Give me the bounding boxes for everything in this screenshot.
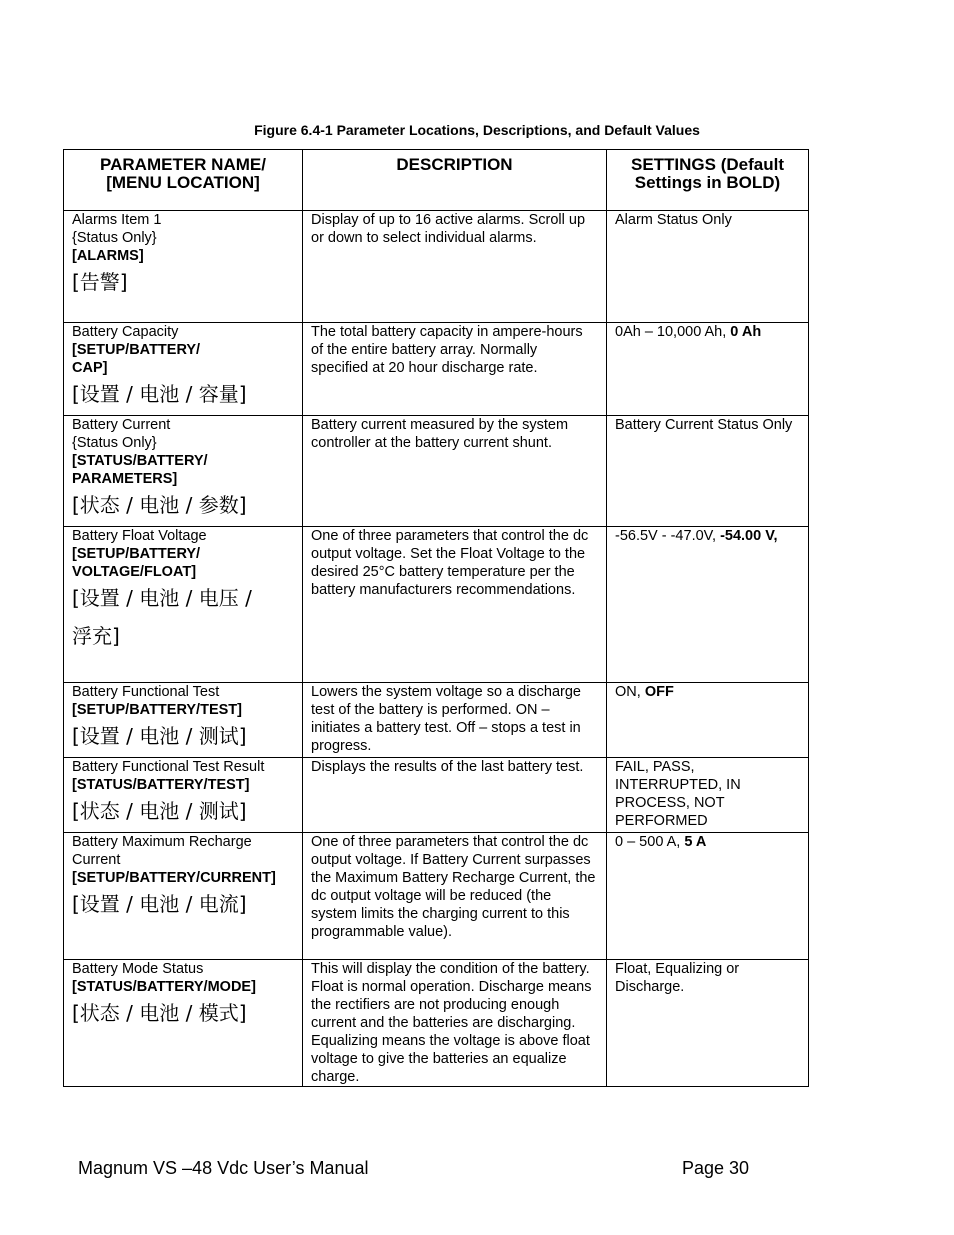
parameter-name: Battery Mode Status bbox=[72, 961, 204, 977]
menu-location-continued: VOLTAGE/FLOAT] bbox=[72, 564, 197, 580]
parameter-name: Battery Functional Test bbox=[72, 684, 220, 700]
settings-cell bbox=[607, 416, 809, 527]
description-cell: One of three parameters that control the dc output voltage. Set the Float Voltage to the desired 25°C battery temperature per the battery manufacturers recommendations. bbox=[303, 527, 607, 683]
parameter-name: Battery Functional Test Result bbox=[72, 759, 265, 775]
table-row bbox=[64, 416, 809, 527]
settings-cell bbox=[607, 758, 809, 833]
setting-values: -56.5V - -47.0V, bbox=[615, 528, 721, 544]
table-row bbox=[64, 960, 809, 1087]
setting-values: Battery Current Status Only bbox=[615, 417, 793, 433]
settings-cell bbox=[607, 323, 809, 416]
header-settings: SETTINGS (Default Settings in BOLD) bbox=[607, 150, 809, 211]
menu-location-chinese-continued: 浮充] bbox=[72, 624, 120, 648]
default-setting: OFF bbox=[644, 684, 674, 700]
menu-location: [SETUP/BATTERY/ bbox=[72, 546, 201, 562]
settings-cell bbox=[607, 960, 809, 1087]
description-cell: The total battery capacity in ampere-hours of the entire battery array. Normally specified at 20 hour discharge rate. bbox=[303, 323, 607, 416]
setting-values: Alarm Status Only bbox=[615, 212, 732, 228]
header-description: DESCRIPTION bbox=[303, 150, 607, 211]
description-cell: Display of up to 16 active alarms. Scroll up or down to select individual alarms. bbox=[303, 211, 607, 323]
menu-location-continued: PARAMETERS] bbox=[72, 471, 178, 487]
setting-values: Float, Equalizing or Discharge. bbox=[615, 961, 740, 995]
settings-cell bbox=[607, 683, 809, 758]
status-only-note: {Status Only} bbox=[72, 435, 157, 451]
setting-values: ON, bbox=[615, 684, 645, 700]
parameter-cell bbox=[64, 527, 303, 683]
parameter-name: Alarms Item 1 bbox=[72, 212, 162, 228]
menu-location-chinese: [设置 / 电池 / 容量] bbox=[72, 382, 247, 406]
menu-location: [STATUS/BATTERY/ bbox=[72, 453, 208, 469]
menu-location-chinese: [设置 / 电池 / 电压 / bbox=[72, 586, 252, 610]
parameter-cell bbox=[64, 758, 303, 833]
default-setting: -54.00 V, bbox=[720, 528, 778, 544]
table-row bbox=[64, 833, 809, 960]
table-row bbox=[64, 323, 809, 416]
menu-location-chinese: [状态 / 电池 / 参数] bbox=[72, 493, 247, 517]
settings-cell bbox=[607, 527, 809, 683]
default-setting: 0 Ah bbox=[730, 324, 762, 340]
figure-caption: Figure 6.4-1 Parameter Locations, Descriptions, and Default Values bbox=[254, 122, 700, 138]
default-setting: 5 A bbox=[684, 834, 707, 850]
table-row bbox=[64, 758, 809, 833]
setting-values: 0Ah – 10,000 Ah, bbox=[615, 324, 731, 340]
footer-page-number: Page 30 bbox=[682, 1158, 750, 1178]
menu-location-chinese: [设置 / 电池 / 测试] bbox=[72, 724, 247, 748]
description-cell: This will display the condition of the battery. Float is normal operation. Discharge means the rectifiers are not producing enough current and the batteries are discharging. Equalizing means the voltage is above float voltage to give the batteries an equalize charge. bbox=[303, 960, 607, 1087]
parameter-name: Battery Float Voltage bbox=[72, 528, 207, 544]
description-cell: Displays the results of the last battery test. bbox=[303, 758, 607, 833]
parameter-cell bbox=[64, 960, 303, 1087]
parameter-table bbox=[63, 149, 809, 1087]
footer-manual-title: Magnum VS –48 Vdc User’s Manual bbox=[78, 1158, 369, 1178]
menu-location: [SETUP/BATTERY/CURRENT] bbox=[72, 870, 276, 886]
status-only-note: {Status Only} bbox=[72, 230, 157, 246]
settings-cell bbox=[607, 833, 809, 960]
menu-location-chinese: [状态 / 电池 / 测试] bbox=[72, 799, 247, 823]
setting-values: FAIL, PASS, INTERRUPTED, IN PROCESS, NOT PERFORMED bbox=[615, 759, 741, 829]
table-row bbox=[64, 683, 809, 758]
table-header-row bbox=[64, 150, 809, 211]
menu-location-chinese: [设置 / 电池 / 电流] bbox=[72, 892, 247, 916]
menu-location-chinese: [告警] bbox=[72, 270, 128, 294]
parameter-name: Battery Maximum Recharge Current bbox=[72, 834, 252, 868]
description-cell: Lowers the system voltage so a discharge test of the battery is performed. ON – initiates a battery test. Off – stops a test in progress. bbox=[303, 683, 607, 758]
parameter-cell bbox=[64, 416, 303, 527]
menu-location: [STATUS/BATTERY/TEST] bbox=[72, 777, 250, 793]
table-row bbox=[64, 211, 809, 323]
parameter-name: Battery Current bbox=[72, 417, 171, 433]
table-row bbox=[64, 527, 809, 683]
menu-location-continued: CAP] bbox=[72, 360, 108, 376]
menu-location: [STATUS/BATTERY/MODE] bbox=[72, 979, 256, 995]
header-parameter-name: PARAMETER NAME/ [MENU LOCATION] bbox=[64, 150, 303, 211]
description-cell: Battery current measured by the system controller at the battery current shunt. bbox=[303, 416, 607, 527]
parameter-cell bbox=[64, 323, 303, 416]
setting-values: 0 – 500 A, bbox=[615, 834, 685, 850]
description-cell: One of three parameters that control the dc output voltage. If Battery Current surpasses the Maximum Battery Recharge Current, the dc output voltage will be reduced (the system limits the charging current to this programmable value). bbox=[303, 833, 607, 960]
parameter-cell bbox=[64, 833, 303, 960]
menu-location: [SETUP/BATTERY/TEST] bbox=[72, 702, 242, 718]
menu-location-chinese: [状态 / 电池 / 模式] bbox=[72, 1001, 247, 1025]
menu-location: [SETUP/BATTERY/ bbox=[72, 342, 201, 358]
parameter-name: Battery Capacity bbox=[72, 324, 179, 340]
menu-location: [ALARMS] bbox=[72, 248, 144, 264]
settings-cell bbox=[607, 211, 809, 323]
parameter-cell bbox=[64, 683, 303, 758]
parameter-cell bbox=[64, 211, 303, 323]
